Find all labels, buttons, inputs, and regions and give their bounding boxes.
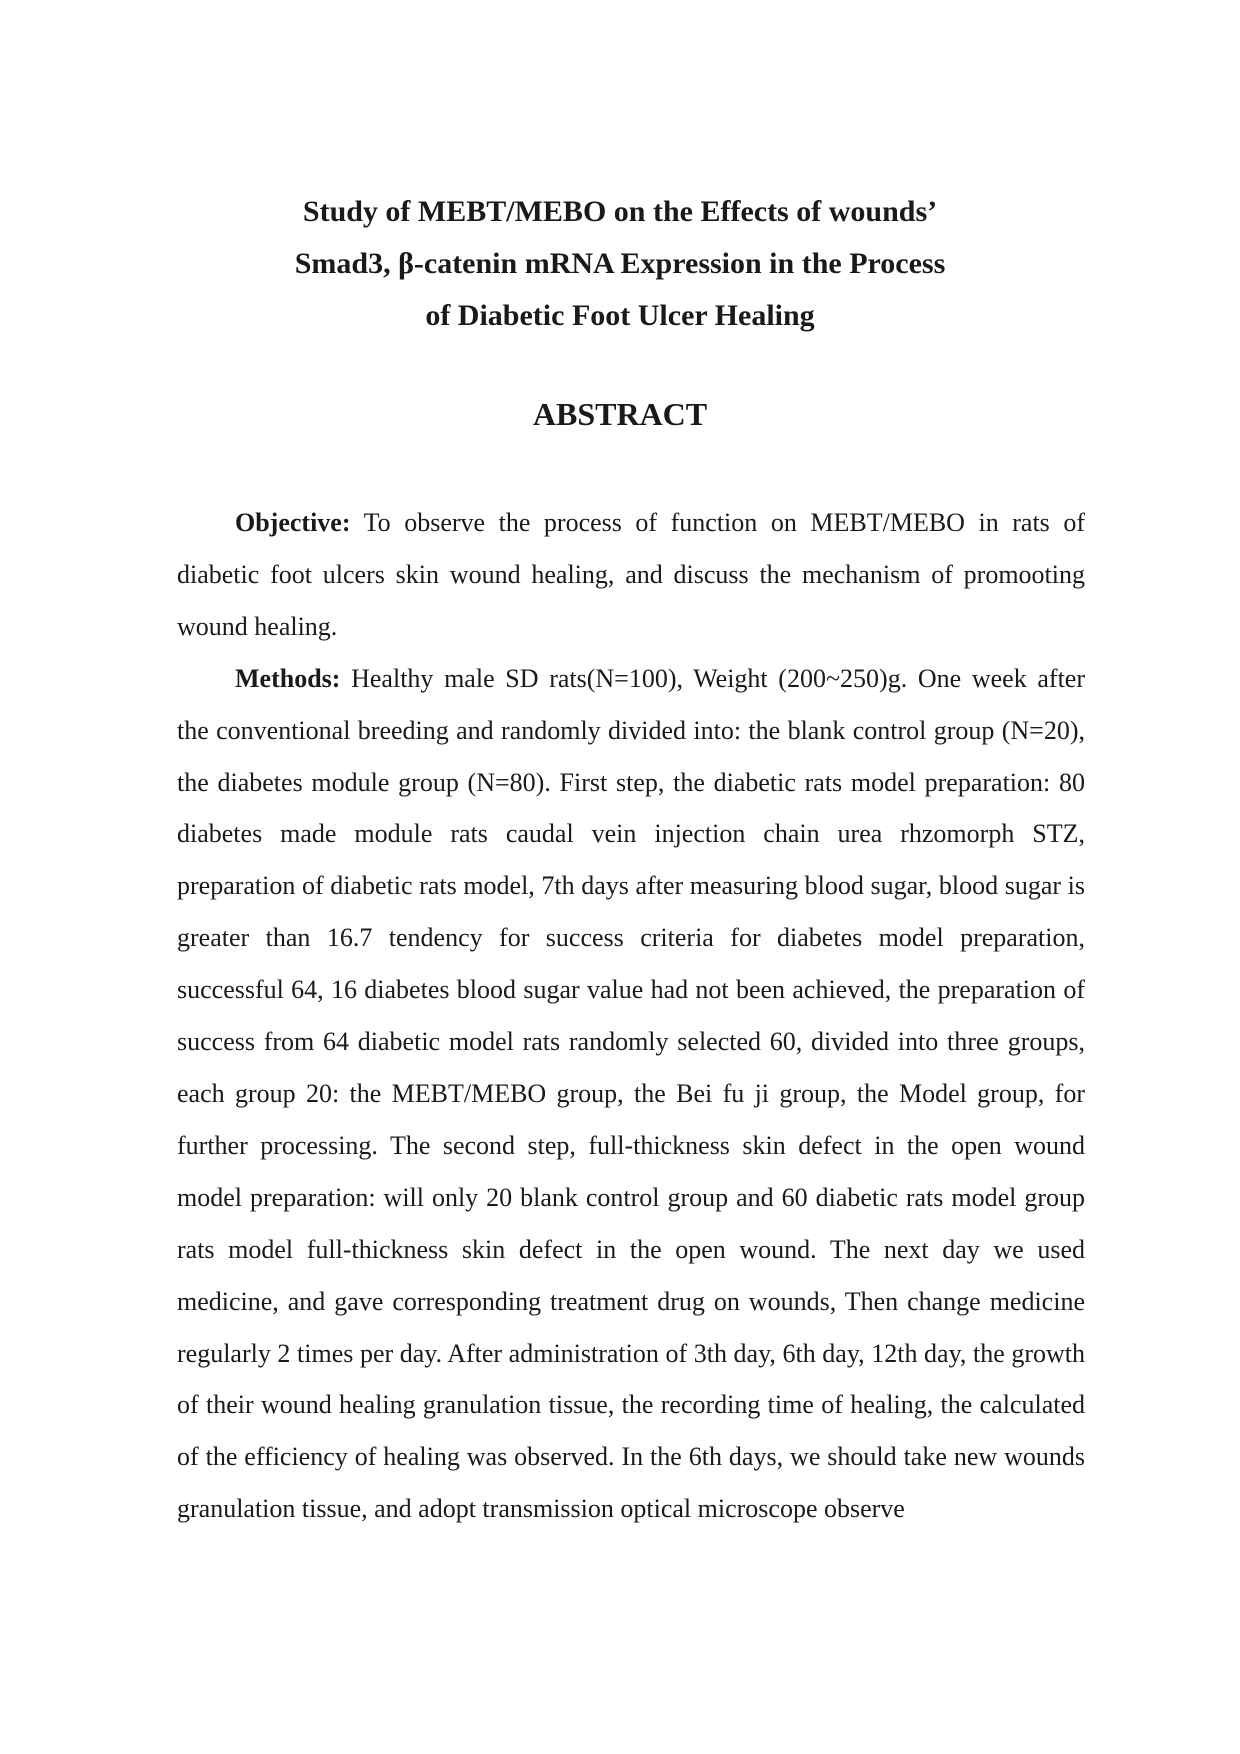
paper-title-line-2: Smad3, β-catenin mRNA Expression in the Process bbox=[294, 247, 946, 280]
paper-title bbox=[0, 186, 1240, 342]
abstract-heading: ABSTRACT bbox=[532, 396, 708, 432]
methods-paragraph bbox=[177, 653, 1085, 1535]
paper-title-line-3: of Diabetic Foot Ulcer Healing bbox=[425, 299, 815, 332]
objective-label: Objective: bbox=[235, 508, 351, 537]
objective-text: To observe the process of function on MEBT/MEBO in rats of diabetic foot ulcers skin wound healing, and discuss the mechanism of promooting wound healing. bbox=[177, 508, 1085, 641]
paper-title-line-1: Study of MEBT/MEBO on the Effects of wounds’ bbox=[302, 195, 938, 228]
objective-paragraph bbox=[177, 497, 1085, 653]
methods-label: Methods: bbox=[235, 663, 341, 693]
methods-text: Healthy male SD rats(N=100), Weight (200~250)g. One week after the conventional breeding and randomly divided into: the blank control group (N=20), the diabetes module group (N=80). First step, the diabetic rats model preparation: 80 diabetes made module rats caudal vein injection chain urea rhzomorph STZ, preparation of diabetic rats model, 7th days after measuring blood sugar, blood sugar is greater than 16.7 tendency for success criteria for diabetes model preparation, successful 64, 16 diabetes blood sugar value had not been achieved, the preparation of success from 64 diabetic model rats randomly selected 60, divided into three groups, each group 20: the MEBT/MEBO group, the Bei fu ji group, the Model group, for further processing. The second step, full-thickness skin defect in the open wound model preparation: will only 20 blank control group and 60 diabetic rats model group rats model full-thickness skin defect in the open wound. The next day we used medicine, and gave corresponding treatment drug on wounds, Then change medicine regularly 2 times per day. After administration of 3th day, 6th day, 12th day, the growth of their wound healing granulation tissue, the recording time of healing, the calculated of the efficiency of healing was observed. In the 6th days, we should take new wounds granulation tissue, and adopt transmission optical microscope observe bbox=[177, 663, 1085, 1524]
abstract-body bbox=[177, 497, 1085, 1535]
